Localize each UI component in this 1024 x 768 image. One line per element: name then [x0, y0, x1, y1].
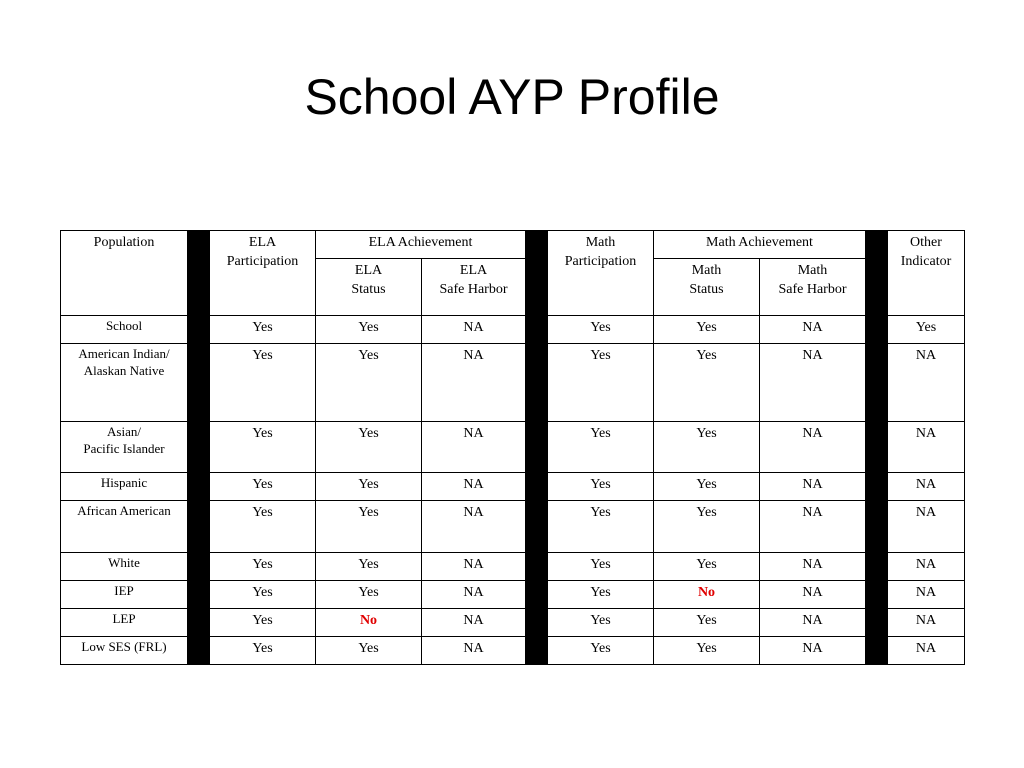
ela-safe-harbor-cell: NA	[422, 609, 526, 637]
population-cell: Hispanic	[61, 473, 188, 501]
other-indicator-cell: NA	[888, 501, 965, 553]
ela-participation-cell: Yes	[210, 637, 316, 665]
math-safe-harbor-cell: NA	[760, 609, 866, 637]
ela-participation-cell: Yes	[210, 422, 316, 473]
column-separator	[188, 344, 210, 422]
column-separator	[866, 231, 888, 316]
population-cell: LEP	[61, 609, 188, 637]
math-status-cell: Yes	[654, 422, 760, 473]
column-separator	[526, 609, 548, 637]
ela-participation-cell: Yes	[210, 609, 316, 637]
column-separator	[188, 422, 210, 473]
ela-participation-cell: Yes	[210, 581, 316, 609]
math-participation-cell: Yes	[548, 553, 654, 581]
math-safe-harbor-cell: NA	[760, 473, 866, 501]
ela-participation-cell: Yes	[210, 473, 316, 501]
ela-status-cell: Yes	[316, 637, 422, 665]
ela-status-cell: No	[316, 609, 422, 637]
header-ela-status: ELA Status	[316, 259, 422, 316]
column-separator	[526, 581, 548, 609]
math-status-cell: Yes	[654, 501, 760, 553]
math-participation-cell: Yes	[548, 609, 654, 637]
other-indicator-cell: Yes	[888, 316, 965, 344]
math-safe-harbor-cell: NA	[760, 553, 866, 581]
column-separator	[188, 231, 210, 316]
column-separator	[866, 581, 888, 609]
ela-participation-cell: Yes	[210, 553, 316, 581]
math-participation-cell: Yes	[548, 422, 654, 473]
header-math-status: Math Status	[654, 259, 760, 316]
ela-status-cell: Yes	[316, 553, 422, 581]
math-participation-cell: Yes	[548, 344, 654, 422]
column-separator	[866, 501, 888, 553]
column-separator	[866, 316, 888, 344]
table-row	[61, 501, 965, 553]
math-safe-harbor-cell: NA	[760, 581, 866, 609]
ela-safe-harbor-cell: NA	[422, 473, 526, 501]
column-separator	[526, 316, 548, 344]
math-safe-harbor-cell: NA	[760, 637, 866, 665]
table-row	[61, 473, 965, 501]
column-separator	[188, 473, 210, 501]
population-cell: Low SES (FRL)	[61, 637, 188, 665]
table-row	[61, 553, 965, 581]
header-population: Population	[61, 231, 188, 316]
column-separator	[866, 637, 888, 665]
ela-status-cell: Yes	[316, 501, 422, 553]
table-row	[61, 581, 965, 609]
column-separator	[188, 609, 210, 637]
column-separator	[526, 422, 548, 473]
ela-status-cell: Yes	[316, 316, 422, 344]
population-cell: American Indian/ Alaskan Native	[61, 344, 188, 422]
ela-participation-cell: Yes	[210, 501, 316, 553]
other-indicator-cell: NA	[888, 581, 965, 609]
math-safe-harbor-cell: NA	[760, 501, 866, 553]
ela-safe-harbor-cell: NA	[422, 637, 526, 665]
column-separator	[188, 501, 210, 553]
math-status-cell: Yes	[654, 473, 760, 501]
other-indicator-cell: NA	[888, 473, 965, 501]
column-separator	[526, 501, 548, 553]
math-participation-cell: Yes	[548, 473, 654, 501]
column-separator	[526, 231, 548, 316]
population-cell: African American	[61, 501, 188, 553]
math-status-cell: Yes	[654, 609, 760, 637]
column-separator	[526, 344, 548, 422]
math-participation-cell: Yes	[548, 637, 654, 665]
math-participation-cell: Yes	[548, 581, 654, 609]
column-separator	[188, 316, 210, 344]
ela-safe-harbor-cell: NA	[422, 501, 526, 553]
other-indicator-cell: NA	[888, 553, 965, 581]
math-status-cell: Yes	[654, 344, 760, 422]
math-status-cell: No	[654, 581, 760, 609]
ela-safe-harbor-cell: NA	[422, 344, 526, 422]
header-math-achievement: Math Achievement	[654, 231, 866, 259]
header-math-safe-harbor: Math Safe Harbor	[760, 259, 866, 316]
ela-safe-harbor-cell: NA	[422, 553, 526, 581]
other-indicator-cell: NA	[888, 344, 965, 422]
ela-participation-cell: Yes	[210, 344, 316, 422]
table-row	[61, 344, 965, 422]
header-math-participation: Math Participation	[548, 231, 654, 316]
column-separator	[188, 581, 210, 609]
ela-safe-harbor-cell: NA	[422, 316, 526, 344]
table-row	[61, 422, 965, 473]
ela-safe-harbor-cell: NA	[422, 422, 526, 473]
column-separator	[866, 609, 888, 637]
table-row	[61, 609, 965, 637]
column-separator	[188, 553, 210, 581]
ela-status-cell: Yes	[316, 344, 422, 422]
ela-status-cell: Yes	[316, 422, 422, 473]
math-status-cell: Yes	[654, 553, 760, 581]
other-indicator-cell: NA	[888, 609, 965, 637]
column-separator	[866, 344, 888, 422]
math-safe-harbor-cell: NA	[760, 316, 866, 344]
column-separator	[866, 473, 888, 501]
ayp-profile-table	[60, 230, 965, 665]
ela-status-cell: Yes	[316, 473, 422, 501]
population-cell: White	[61, 553, 188, 581]
math-participation-cell: Yes	[548, 501, 654, 553]
header-ela-achievement: ELA Achievement	[316, 231, 526, 259]
column-separator	[188, 637, 210, 665]
other-indicator-cell: NA	[888, 422, 965, 473]
math-safe-harbor-cell: NA	[760, 344, 866, 422]
math-status-cell: Yes	[654, 316, 760, 344]
ela-safe-harbor-cell: NA	[422, 581, 526, 609]
slide-title: School AYP Profile	[304, 69, 720, 125]
header-ela-safe-harbor: ELA Safe Harbor	[422, 259, 526, 316]
ela-status-cell: Yes	[316, 581, 422, 609]
other-indicator-cell: NA	[888, 637, 965, 665]
column-separator	[526, 637, 548, 665]
math-participation-cell: Yes	[548, 316, 654, 344]
column-separator	[526, 473, 548, 501]
header-ela-participation: ELA Participation	[210, 231, 316, 316]
table-row	[61, 637, 965, 665]
population-cell: Asian/ Pacific Islander	[61, 422, 188, 473]
header-row	[61, 231, 965, 259]
table-row	[61, 316, 965, 344]
header-other-indicator: Other Indicator	[888, 231, 965, 316]
column-separator	[526, 553, 548, 581]
population-cell: IEP	[61, 581, 188, 609]
column-separator	[866, 422, 888, 473]
ela-participation-cell: Yes	[210, 316, 316, 344]
math-safe-harbor-cell: NA	[760, 422, 866, 473]
population-cell: School	[61, 316, 188, 344]
column-separator	[866, 553, 888, 581]
math-status-cell: Yes	[654, 637, 760, 665]
